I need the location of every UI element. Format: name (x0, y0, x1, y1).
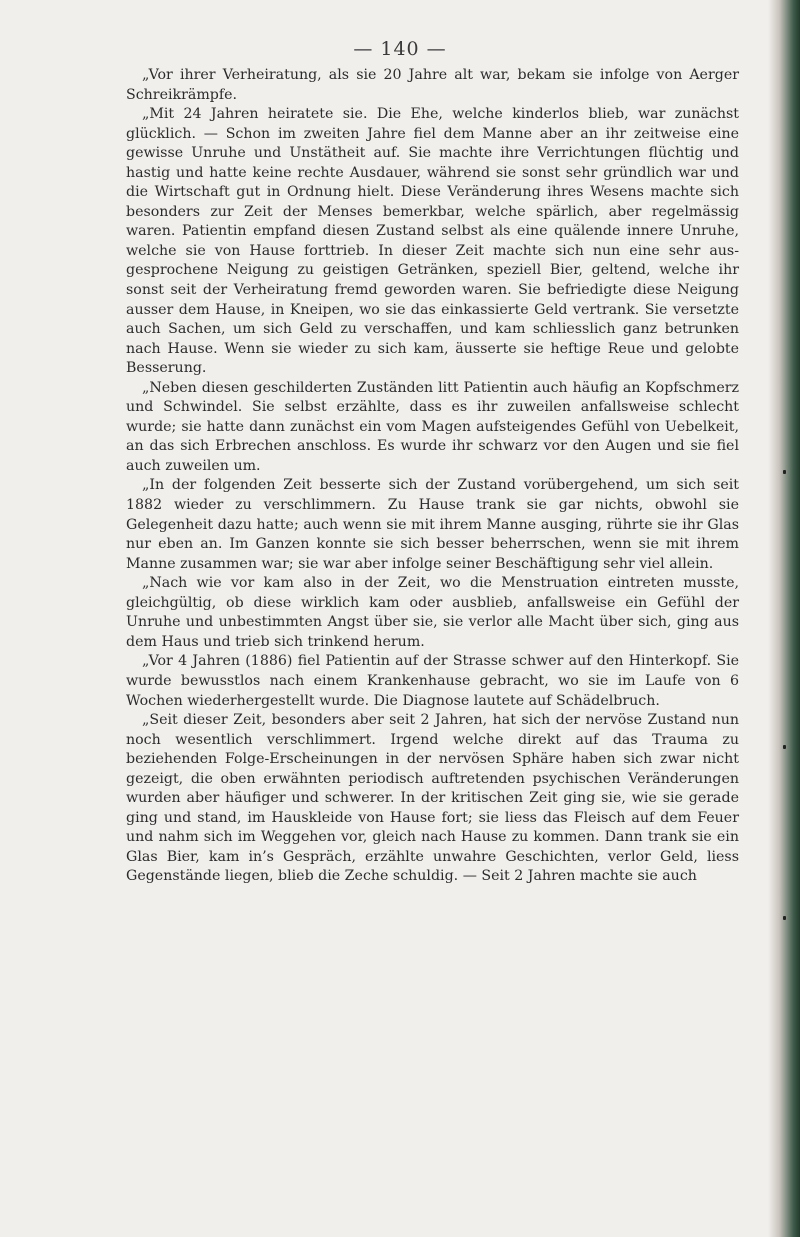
paragraph: „Neben diesen geschilderten Zuständen litt Patientin auch häufig an Kopfschmerz und Schwindel. Sie selbst erzählte, dass es ihr zuweilen anfallsweise schlecht wurde; sie hatte dann zunächst ein vom Magen aufsteigendes Gefühl von Uebelkeit, an das sich Erbrechen anschloss. Es wurde ihr schwarz vor den Augen und sie fiel auch zuweilen um. (126, 379, 739, 474)
paragraph: „Nach wie vor kam also in der Zeit, wo die Menstruation eintreten musste, gleichgültig, ob diese wirklich kam oder ausblieb, anfallsweise ein Gefühl der Unruhe und unbestimmten Angst über sie, sie verlor alle Macht über sich, ging aus dem Haus und trieb sich trinkend herum. (126, 575, 739, 650)
paragraph: „Vor 4 Jahren (1886) fiel Patientin auf der Strasse schwer auf den Hinterkopf. Sie wurde bewusstlos nach einem Krankenhause gebracht, wo sie im Laufe von 6 Wochen wiederhergestellt wurde. Die Diagnose lautete auf Schädelbruch. (126, 653, 739, 709)
paragraph: „In der folgenden Zeit besserte sich der Zustand vorübergehend, um sich seit 1882 wieder zu verschlimmern. Zu Hause trank sie gar nichts, obwohl sie Gelegenheit dazu hatte; auch wenn sie mit ihrem Manne ausging, rührte sie ihr Glas nur eben an. Im Ganzen konnte sie sich besser beherrschen, wenn sie mit ihrem Manne zusammen war; sie war aber infolge seiner Beschäftigung sehr viel allein. (126, 477, 739, 572)
paragraph: „Vor ihrer Verheiratung, als sie 20 Jahre alt war, bekam sie infolge von Aerger Schreikrämpfe. (126, 67, 739, 103)
edge-mark (783, 745, 786, 749)
page-body-text (126, 66, 739, 887)
paragraph: „Seit dieser Zeit, besonders aber seit 2 Jahren, hat sich der nervöse Zustand nun noch wesentlich verschlimmert. Irgend welche direkt auf das Trauma zu beziehenden Folge-Erscheinungen in der nervösen Sphäre haben sich zwar nicht gezeigt, die oben erwähnten periodisch auftretenden psychischen Veränderungen wurden aber häufiger und schwerer. In der kritischen Zeit ging sie, wie sie gerade ging und stand, im Hauskleide von Hause fort; sie liess das Fleisch auf dem Feuer und nahm sich im Weggehen vor, gleich nach Hause zu kommen. Dann trank sie ein Glas Bier, kam in’s Gespräch, erzählte unwahre Geschichten, verlor Geld, liess Gegenstände liegen, blieb die Zeche schuldig. — Seit 2 Jahren machte sie auch (126, 712, 739, 885)
page-number: — 140 — (353, 38, 447, 60)
edge-mark (783, 470, 786, 474)
paragraph: „Mit 24 Jahren heiratete sie. Die Ehe, welche kinderlos blieb, war zunächst glücklich. — Schon im zweiten Jahre fiel dem Manne aber an ihr zeitweise eine gewisse Unruhe und Unstätheit auf. Sie machte ihre Verrichtungen flüchtig und hastig und hatte keine rechte Ausdauer, während sie sonst sehr gründlich war und die Wirtschaft gut in Ordnung hielt. Diese Veränderung ihres Wesens machte sich besonders zur Zeit der Menses bemerkbar, welche spärlich, aber regelmässig waren. Patientin empfand diesen Zustand selbst als eine quälende innere Unruhe, welche sie von Hause forttrieb. In dieser Zeit machte sich nun eine sehr ausgesprochene Neigung zu geistigen Getränken, speziell Bier, geltend, welche ihr sonst seit der Verheiratung fremd geworden waren. Sie befriedigte diese Neigung ausser dem Hause, in Kneipen, wo sie das einkassierte Geld vertrank. Sie versetzte auch Sachen, um sich Geld zu verschaffen, und kam schliesslich ganz betrunken nach Hause. Wenn sie wieder zu sich kam, äusserte sie heftige Reue und gelobte Besserung. (126, 106, 739, 377)
page-edge-binding (768, 0, 800, 1237)
edge-mark (783, 916, 786, 920)
